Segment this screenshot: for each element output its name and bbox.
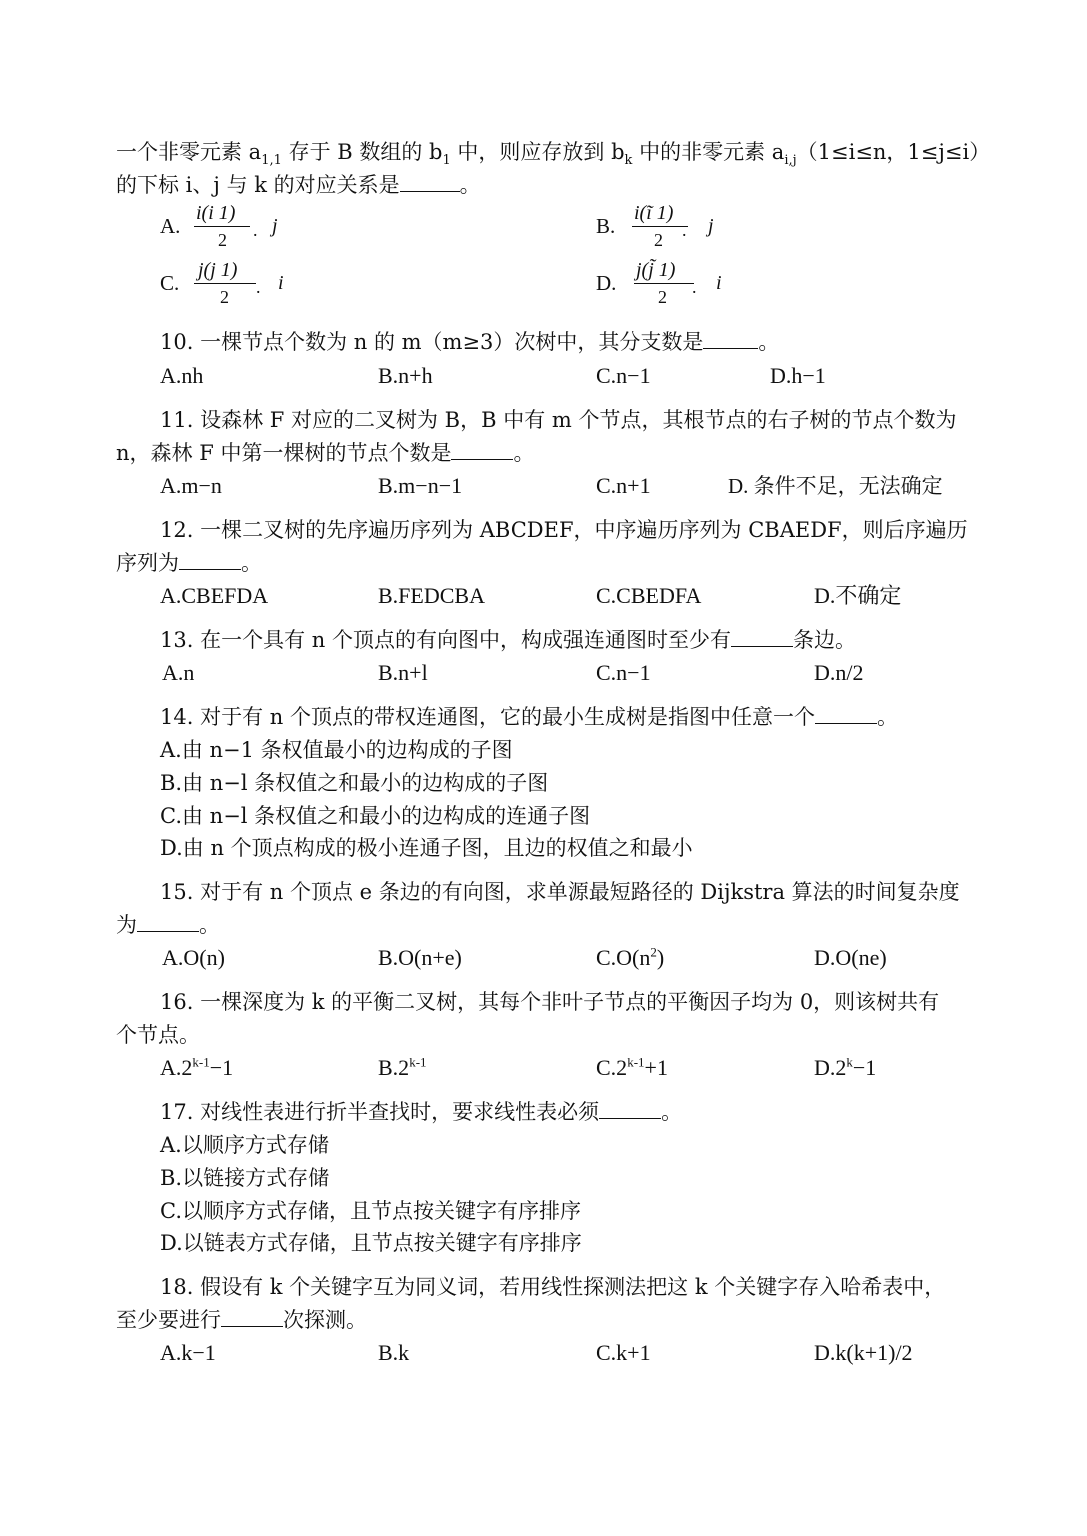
q12-text: 序列为 [116,551,179,575]
q13-option-d: D.n/2 [814,660,864,685]
superscript: k-1 [627,1054,645,1070]
fraction-tail: j [272,215,278,237]
answer-blank [599,1098,661,1119]
q15-option-c [596,943,664,973]
q12-text: 。 [241,551,262,575]
q14-stem [160,702,898,732]
fraction-denominator: 2 [218,230,227,250]
answer-blank [221,1306,283,1327]
q9-text: 中的非零元素 a [632,140,785,164]
answer-blank [400,171,460,192]
q18-option-a: A.k−1 [160,1340,216,1365]
q15-option-d: D.O(ne) [814,945,887,970]
fraction-denominator: 2 [654,230,663,250]
q16-option-text: B.2 [378,1055,410,1080]
q13-option-b: B.n+l [378,660,428,685]
q9-text: 一个非零元素 a [116,140,262,164]
answer-blank [731,626,793,647]
q11-stem-line2 [116,438,534,468]
q15-option-b: B.O(n+e) [378,945,462,970]
q15-option-a: A.O(n) [162,945,225,970]
q11-text: n，森林 F 中第一棵树的节点个数是 [116,441,452,465]
fraction-numerator: j(j̃ 1) [636,259,676,281]
q16-option-text: D.2 [814,1055,847,1080]
q14-option-b: B.由 n−l 条权值之和最小的边构成的子图 [160,771,549,795]
q14-option-a: A.由 n−1 条权值最小的边构成的子图 [160,738,513,762]
fraction-tail: i [278,272,284,294]
q15-text: 为 [116,913,137,937]
fraction-bar [194,283,256,284]
q16-option-text: −1 [852,1055,877,1080]
q15-stem-line1: 15. 对于有 n 个顶点 e 条边的有向图，求单源最短路径的 Dijkstra 算法的时间复杂度 [160,880,960,904]
q16-option-d [814,1053,876,1083]
q16-stem-line2: 个节点。 [116,1023,200,1047]
q14-text: 14. 对于有 n 个顶点的带权连通图，它的最小生成树是指图中任意一个 [160,705,815,729]
q11-option-d: D. 条件不足，无法确定 [728,474,943,498]
q9-subscript: 1 [442,153,451,169]
superscript: k-1 [409,1054,427,1070]
q9-stem-line1 [116,137,990,167]
superscript: k [846,1054,853,1070]
option-label: D. [596,271,617,295]
q9-text: 中，则应存放到 b [450,140,625,164]
q17-option-b: B.以链接方式存储 [160,1166,330,1190]
dot-separator: . [253,220,258,240]
option-label: B. [596,214,616,238]
q13-text: 条边。 [792,628,856,652]
q11-option-c: C.n+1 [596,473,651,498]
fraction-denominator: 2 [220,287,229,307]
q9-text: （1≤i≤n，1≤j≤i） [796,140,991,164]
q11-option-b: B.m−n−1 [378,473,463,498]
q13-option-c: C.n−1 [596,660,651,685]
q13-text: 13. 在一个具有 n 个顶点的有向图中，构成强连通图时至少有 [160,628,731,652]
q14-text: 。 [876,705,898,729]
q10-option-a: A.nh [160,363,204,388]
superscript: k-1 [192,1054,210,1070]
q9-stem-line2 [116,170,481,200]
q12-stem-line1: 12. 一棵二叉树的先序遍历序列为 ABCDEF，中序遍历序列为 CBAEDF，则后序遍历 [160,518,968,542]
option-label: A. [160,214,181,238]
q14-option-c: C.由 n−l 条权值之和最小的边构成的连通子图 [160,804,591,828]
q9-text: 的下标 i、j 与 k 的对应关系是 [116,173,400,197]
answer-blank [137,911,199,932]
q14-option-d: D.由 n 个顶点构成的极小连通子图，且边的权值之和最小 [160,836,693,860]
fraction-bar [194,226,250,227]
dot-separator: . [682,220,687,240]
fraction-bar [634,283,694,284]
q15-stem-line2 [116,910,220,940]
q16-option-a [160,1053,233,1083]
answer-blank [179,549,241,570]
q18-stem-line1: 18. 假设有 k 个关键字互为同义词，若用线性探测法把这 k 个关键字存入哈希表中， [160,1275,946,1299]
q10-option-c: C.n−1 [596,363,651,388]
fraction-numerator: i(i 1) [196,202,236,224]
q9-text: 存于 B 数组的 b [281,140,443,164]
q15-option-c-text: C.O(n [596,945,651,970]
dot-separator: . [256,277,261,297]
answer-blank [451,439,513,460]
q10-stem [160,327,779,357]
q16-option-text: −1 [209,1055,234,1080]
q16-option-text: +1 [644,1055,668,1080]
fraction-tail: j [708,215,714,237]
q17-text: 。 [661,1100,683,1124]
q15-option-c-text: ) [656,945,665,970]
q11-option-a: A.m−n [160,473,222,498]
q9-subscript: k [624,153,633,169]
fraction-denominator: 2 [658,287,667,307]
q10-option-d: D.h−1 [770,363,826,388]
q13-stem [160,625,856,655]
q17-option-c: C.以顺序方式存储，且节点按关键字有序排序 [160,1199,581,1223]
q12-option-b: B.FEDCBA [378,583,485,608]
q16-option-b [378,1053,427,1083]
q18-text: 次探测。 [283,1308,367,1332]
q16-option-text: C.2 [596,1055,628,1080]
q12-stem-line2 [116,548,262,578]
q10-option-b: B.n+h [378,363,433,388]
fraction-numerator: j(j 1) [198,259,238,281]
fraction-numerator: i(ĩ 1) [634,202,674,224]
option-label: C. [160,271,180,295]
q15-text: 。 [199,913,220,937]
q16-option-text: A.2 [160,1055,193,1080]
q16-stem-line1: 16. 一棵深度为 k 的平衡二叉树，其每个非叶子节点的平衡因子均为 0，则该树共有 [160,990,940,1014]
q10-text: 10. 一棵节点个数为 n 的 m（m≥3）次树中，其分支数是 [160,330,704,354]
q18-option-b: B.k [378,1340,410,1365]
q18-text: 至少要进行 [116,1308,221,1332]
q13-option-a: A.n [162,660,195,685]
fraction-tail: i [716,272,722,294]
q9-subscript: i,j [784,153,797,169]
answer-blank [815,703,877,724]
q9-subscript: 1,1 [261,153,282,169]
q17-option-a: A.以顺序方式存储 [160,1133,329,1157]
q16-option-c [596,1053,668,1083]
q12-option-c: C.CBEDFA [596,583,702,608]
dot-separator: . [692,277,697,297]
q12-option-d: D.不确定 [814,583,902,608]
q9-text: 。 [459,173,481,197]
fraction-bar [632,226,688,227]
q12-option-a: A.CBEFDA [160,583,269,608]
superscript: 2 [650,944,657,960]
answer-blank [703,328,758,349]
q17-stem [160,1097,682,1127]
q11-text: 。 [513,441,535,465]
q18-stem-line2 [116,1305,367,1335]
q11-stem-line1: 11. 设森林 F 对应的二叉树为 B，B 中有 m 个节点，其根节点的右子树的节点个数为 [160,408,957,432]
q17-text: 17. 对线性表进行折半查找时，要求线性表必须 [160,1100,600,1124]
q17-option-d: D.以链表方式存储，且节点按关键字有序排序 [160,1231,582,1255]
q10-text: 。 [758,330,780,354]
q18-option-d: D.k(k+1)/2 [814,1340,913,1365]
q18-option-c: C.k+1 [596,1340,651,1365]
